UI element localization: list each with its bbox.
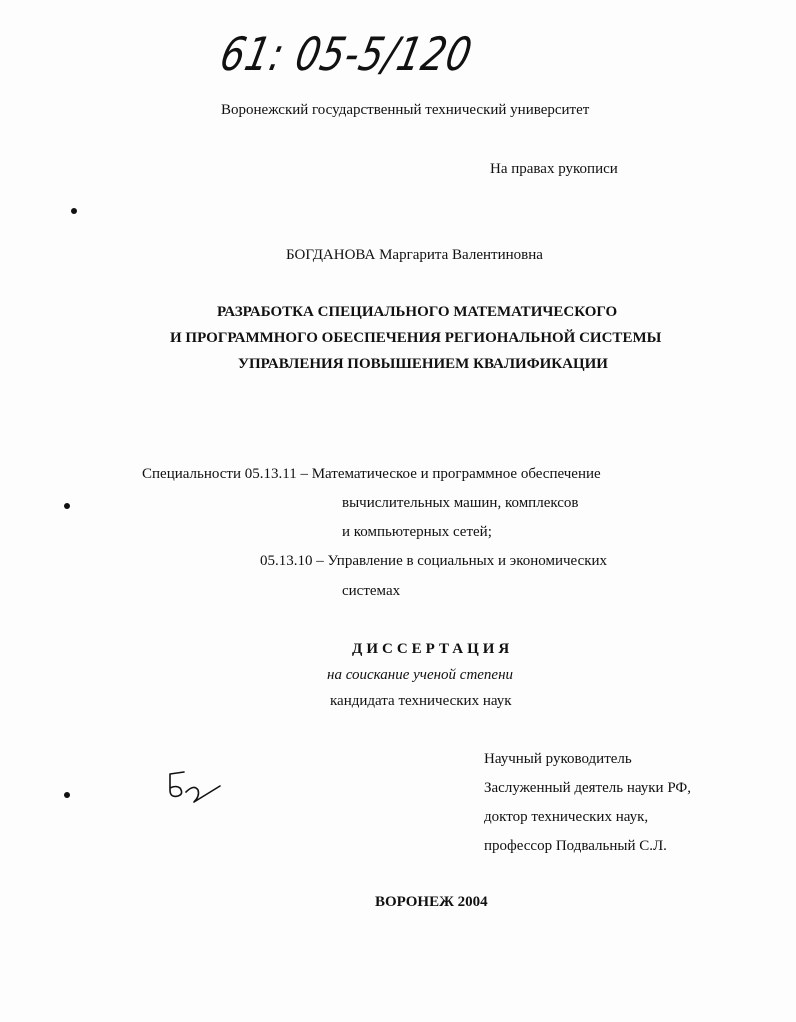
punch-hole-mark (64, 503, 70, 509)
supervisor-line-4: профессор Подвальный С.Л. (484, 838, 667, 854)
supervisor-line-3: доктор технических наук, (484, 809, 649, 825)
punch-hole-mark (64, 792, 70, 798)
author-name: БОГДАНОВА Маргарита Валентиновна (286, 247, 543, 263)
dissertation-heading: ДИССЕРТАЦИЯ (352, 641, 514, 657)
specialties-line-3: и компьютерных сетей; (342, 524, 492, 540)
title-line-3: УПРАВЛЕНИЯ ПОВЫШЕНИЕМ КВАЛИФИКАЦИИ (238, 356, 608, 372)
place-and-year: ВОРОНЕЖ 2004 (375, 894, 488, 910)
handwritten-signature (164, 768, 234, 812)
specialties-line-2: вычислительных машин, комплексов (342, 495, 579, 511)
handwritten-archive-number (215, 14, 536, 104)
specialties-line-5: системах (342, 583, 401, 599)
punch-hole-mark (71, 208, 77, 214)
supervisor-line-2: Заслуженный деятель науки РФ, (484, 780, 692, 796)
title-line-2: И ПРОГРАММНОГО ОБЕСПЕЧЕНИЯ РЕГИОНАЛЬНОЙ СИСТЕМЫ (170, 330, 662, 346)
dissertation-degree: кандидата технических наук (330, 693, 512, 709)
specialties-line-1: Специальности 05.13.11 – Математическое и программное обеспечение (142, 466, 601, 482)
title-line-1: РАЗРАБОТКА СПЕЦИАЛЬНОГО МАТЕМАТИЧЕСКОГО (217, 304, 618, 320)
specialties-line-4: 05.13.10 – Управление в социальных и экономических (260, 553, 608, 569)
manuscript-rights: На правах рукописи (490, 161, 618, 177)
university-name: Воронежский государственный технический университет (221, 102, 590, 118)
supervisor-line-1: Научный руководитель (484, 751, 632, 767)
archive-number-text: 61: 05-5/120 (215, 27, 536, 81)
dissertation-purpose: на соискание ученой степени (327, 667, 514, 683)
